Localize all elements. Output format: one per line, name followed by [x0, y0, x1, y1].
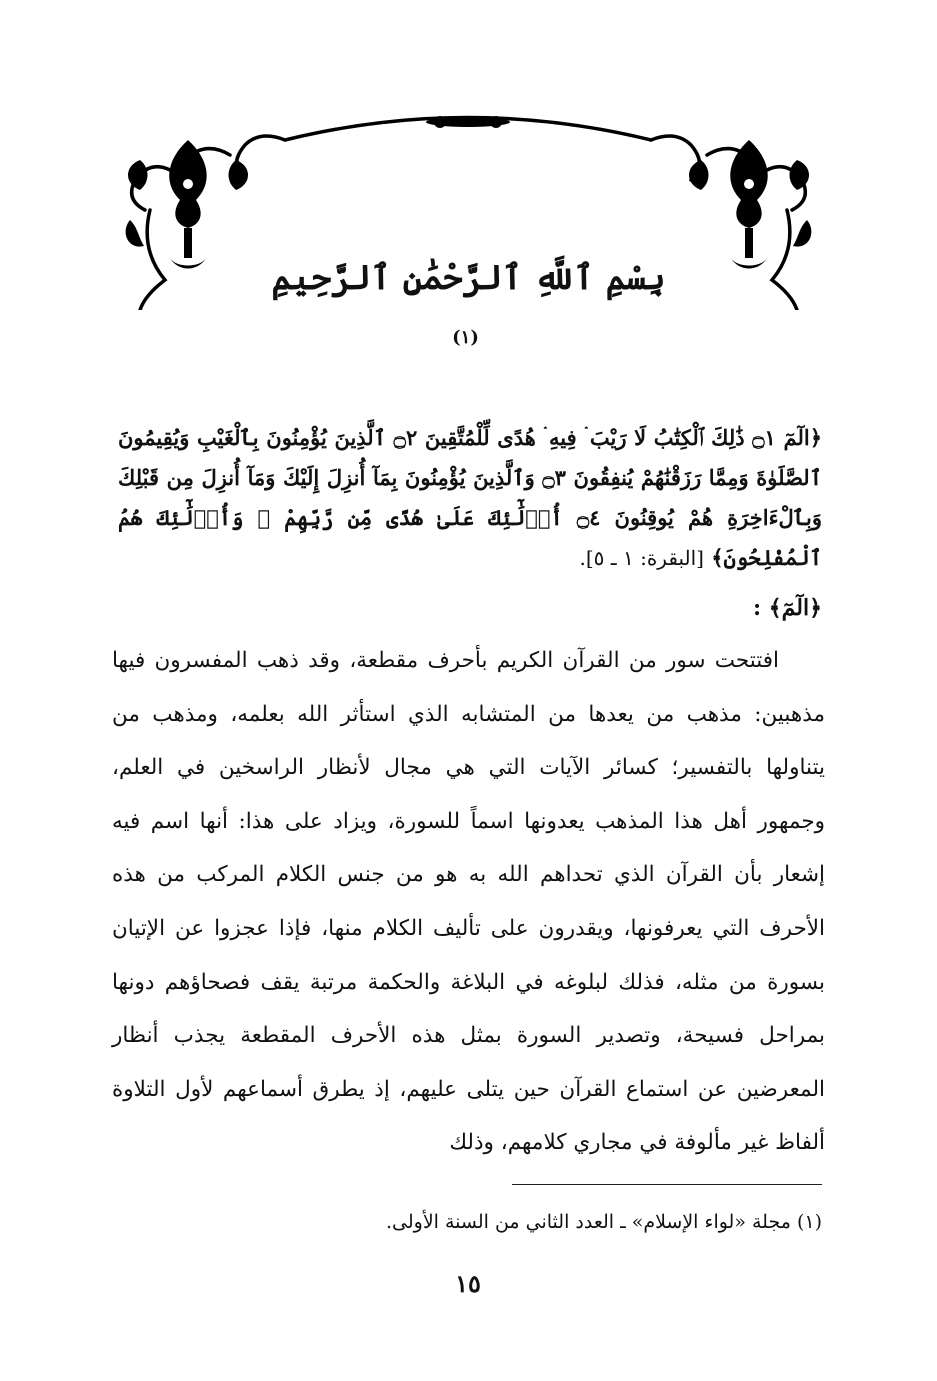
verse-reference: [البقرة: ١ ـ ٥]. — [579, 546, 704, 570]
section-heading: ﴿الٓمٓ﴾ : — [752, 595, 822, 621]
quran-verses — [118, 418, 822, 578]
basmala-heading — [250, 248, 687, 348]
footnote-divider — [512, 1184, 822, 1185]
commentary-paragraph: افتتحت سور من القرآن الكريم بأحرف مقطعة، وقد ذهب المفسرون فيها مذهبين: مذهب من يعدها من المتشابه الذي استأثر الله بعلمه، ومذهب من يتناولها بالتفسير؛ كسائر الآيات التي هي مجال لأنظار الراسخين في العلم، وجمهور أهل هذا المذهب يعدونها اسماً للسورة، ويزاد على هذا: أنها اسم فيه إشعار بأن القرآن الذي تحداهم الله به هو من جنس الكلام المركب من هذه الأحرف التي يعرفونها، ويقدرون على تأليف الكلام منها، فإذا عجزوا عن الإتيان بسورة من مثله، فذلك لبلوغه في البلاغة والحكمة مرتبة يقف فصحاؤهم دونها بمراحل فسيحة، وتصدير السورة بمثل هذه الأحرف المقطعة يجذب أنظار المعرضين عن استماع القرآن حين يتلى عليهم، إذ يطرق أسماعهم لأول التلاوة ألفاظ غير مألوفة في مجاري كلامهم، وذلك — [112, 648, 825, 1156]
page-number: ١٥ — [455, 1269, 481, 1298]
footnote: (١) مجلة «لواء الإسلام» ـ العدد الثاني من السنة الأولى. — [385, 1211, 822, 1233]
footnote-marker: (١) — [452, 327, 479, 348]
commentary-body — [112, 634, 825, 1170]
basmala-text: بِسْمِ ٱللَّهِ ٱلرَّحْمَٰنِ ٱلرَّحِيمِ — [271, 258, 666, 298]
verses-text: ﴿الٓمٓ ۝١ ذَٰلِكَ ٱلْكِتَٰبُ لَا رَيْبَ ۛ فِيهِ ۛ هُدًى لِّلْمُتَّقِينَ ۝٢ ٱلَّذِينَ يُؤْمِنُونَ بِٱلْغَيْبِ وَيُقِيمُونَ ٱلصَّلَوٰةَ وَمِمَّا رَزَقْنَٰهُمْ يُنفِقُونَ ۝٣ وَٱلَّذِينَ يُؤْمِنُونَ بِمَآ أُنزِلَ إِلَيْكَ وَمَآ أُنزِلَ مِن قَبْلِكَ وَبِٱلْءَاخِرَةِ هُمْ يُوقِنُونَ ۝٤ أُو۟لَٰٓئِكَ عَلَىٰ هُدًى مِّن رَّبِّهِمْ ۖ وَأُو۟لَٰٓئِكَ هُمُ ٱلْمُفْلِحُونَ﴾ — [118, 425, 822, 570]
